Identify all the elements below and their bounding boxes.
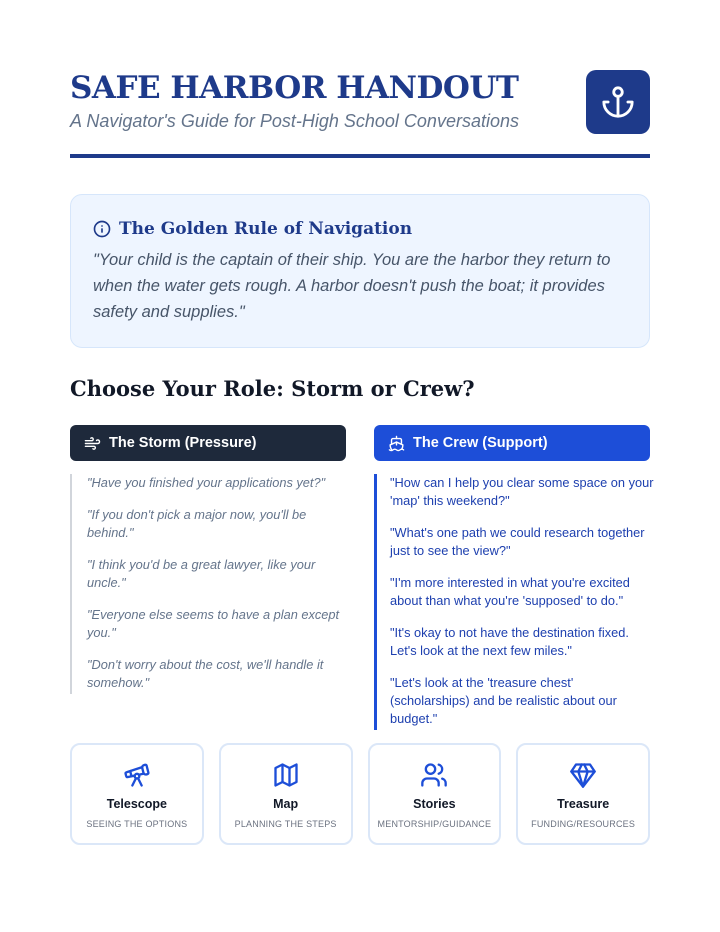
card-subtitle: SEEING THE OPTIONS xyxy=(86,819,188,829)
page-title: SAFE HARBOR HANDOUT xyxy=(70,70,519,106)
header-divider xyxy=(70,154,650,158)
storm-quote: "I think you'd be a great lawyer, like your uncle." xyxy=(87,557,316,590)
telescope-icon xyxy=(123,761,151,789)
storm-header-label: The Storm (Pressure) xyxy=(109,435,257,451)
crew-quote: "Let's look at the 'treasure chest' (scholarships) and be realistic about our budget." xyxy=(390,675,617,726)
tool-cards xyxy=(70,743,650,845)
card-subtitle: PLANNING THE STEPS xyxy=(234,819,337,829)
golden-rule-panel xyxy=(70,194,650,348)
crew-quote-list xyxy=(374,474,654,730)
anchor-badge xyxy=(586,70,650,134)
storm-header xyxy=(70,425,346,461)
anchor-icon xyxy=(601,85,635,119)
page-subtitle: A Navigator's Guide for Post-High School Conversations xyxy=(70,111,519,131)
users-icon xyxy=(420,761,448,789)
header xyxy=(70,70,650,158)
card-title: Stories xyxy=(413,797,456,811)
card-treasure xyxy=(516,743,650,845)
storm-quote: "Everyone else seems to have a plan except you." xyxy=(87,607,340,640)
crew-quote: "How can I help you clear some space on your 'map' this weekend?" xyxy=(390,475,654,508)
card-map xyxy=(219,743,353,845)
golden-rule-title: The Golden Rule of Navigation xyxy=(119,219,413,239)
storm-quote: "Don't worry about the cost, we'll handle it somehow." xyxy=(87,657,324,690)
storm-quote-list xyxy=(70,474,346,694)
card-title: Map xyxy=(273,797,299,811)
card-subtitle: FUNDING/RESOURCES xyxy=(531,819,636,829)
wind-icon xyxy=(84,435,101,452)
crew-quote: "It's okay to not have the destination fixed. Let's look at the next few miles." xyxy=(390,625,629,658)
crew-quote: "What's one path we could research together just to see the view?" xyxy=(390,525,645,558)
card-subtitle: MENTORSHIP/GUIDANCE xyxy=(377,819,492,829)
map-icon xyxy=(272,761,300,789)
card-title: Treasure xyxy=(557,797,610,811)
card-title: Telescope xyxy=(106,797,167,811)
card-stories xyxy=(368,743,502,845)
crew-header xyxy=(374,425,650,461)
crew-quote: "I'm more interested in what you're excited about than what you're 'supposed' to do." xyxy=(390,575,630,608)
golden-rule-quote: "Your child is the captain of their ship. You are the harbor they return to when the water gets rough. A harbor doesn't push the boat; it provides safety and supplies." xyxy=(93,251,611,321)
ship-icon xyxy=(388,435,405,452)
crew-header-label: The Crew (Support) xyxy=(413,435,548,451)
card-telescope xyxy=(70,743,204,845)
section-title: Choose Your Role: Storm or Crew? xyxy=(70,376,475,401)
storm-quote: "Have you finished your applications yet?" xyxy=(87,475,326,490)
golden-rule-heading xyxy=(93,219,412,239)
gem-icon xyxy=(569,761,597,789)
info-icon xyxy=(93,220,111,238)
storm-quote: "If you don't pick a major now, you'll be behind." xyxy=(87,507,307,540)
